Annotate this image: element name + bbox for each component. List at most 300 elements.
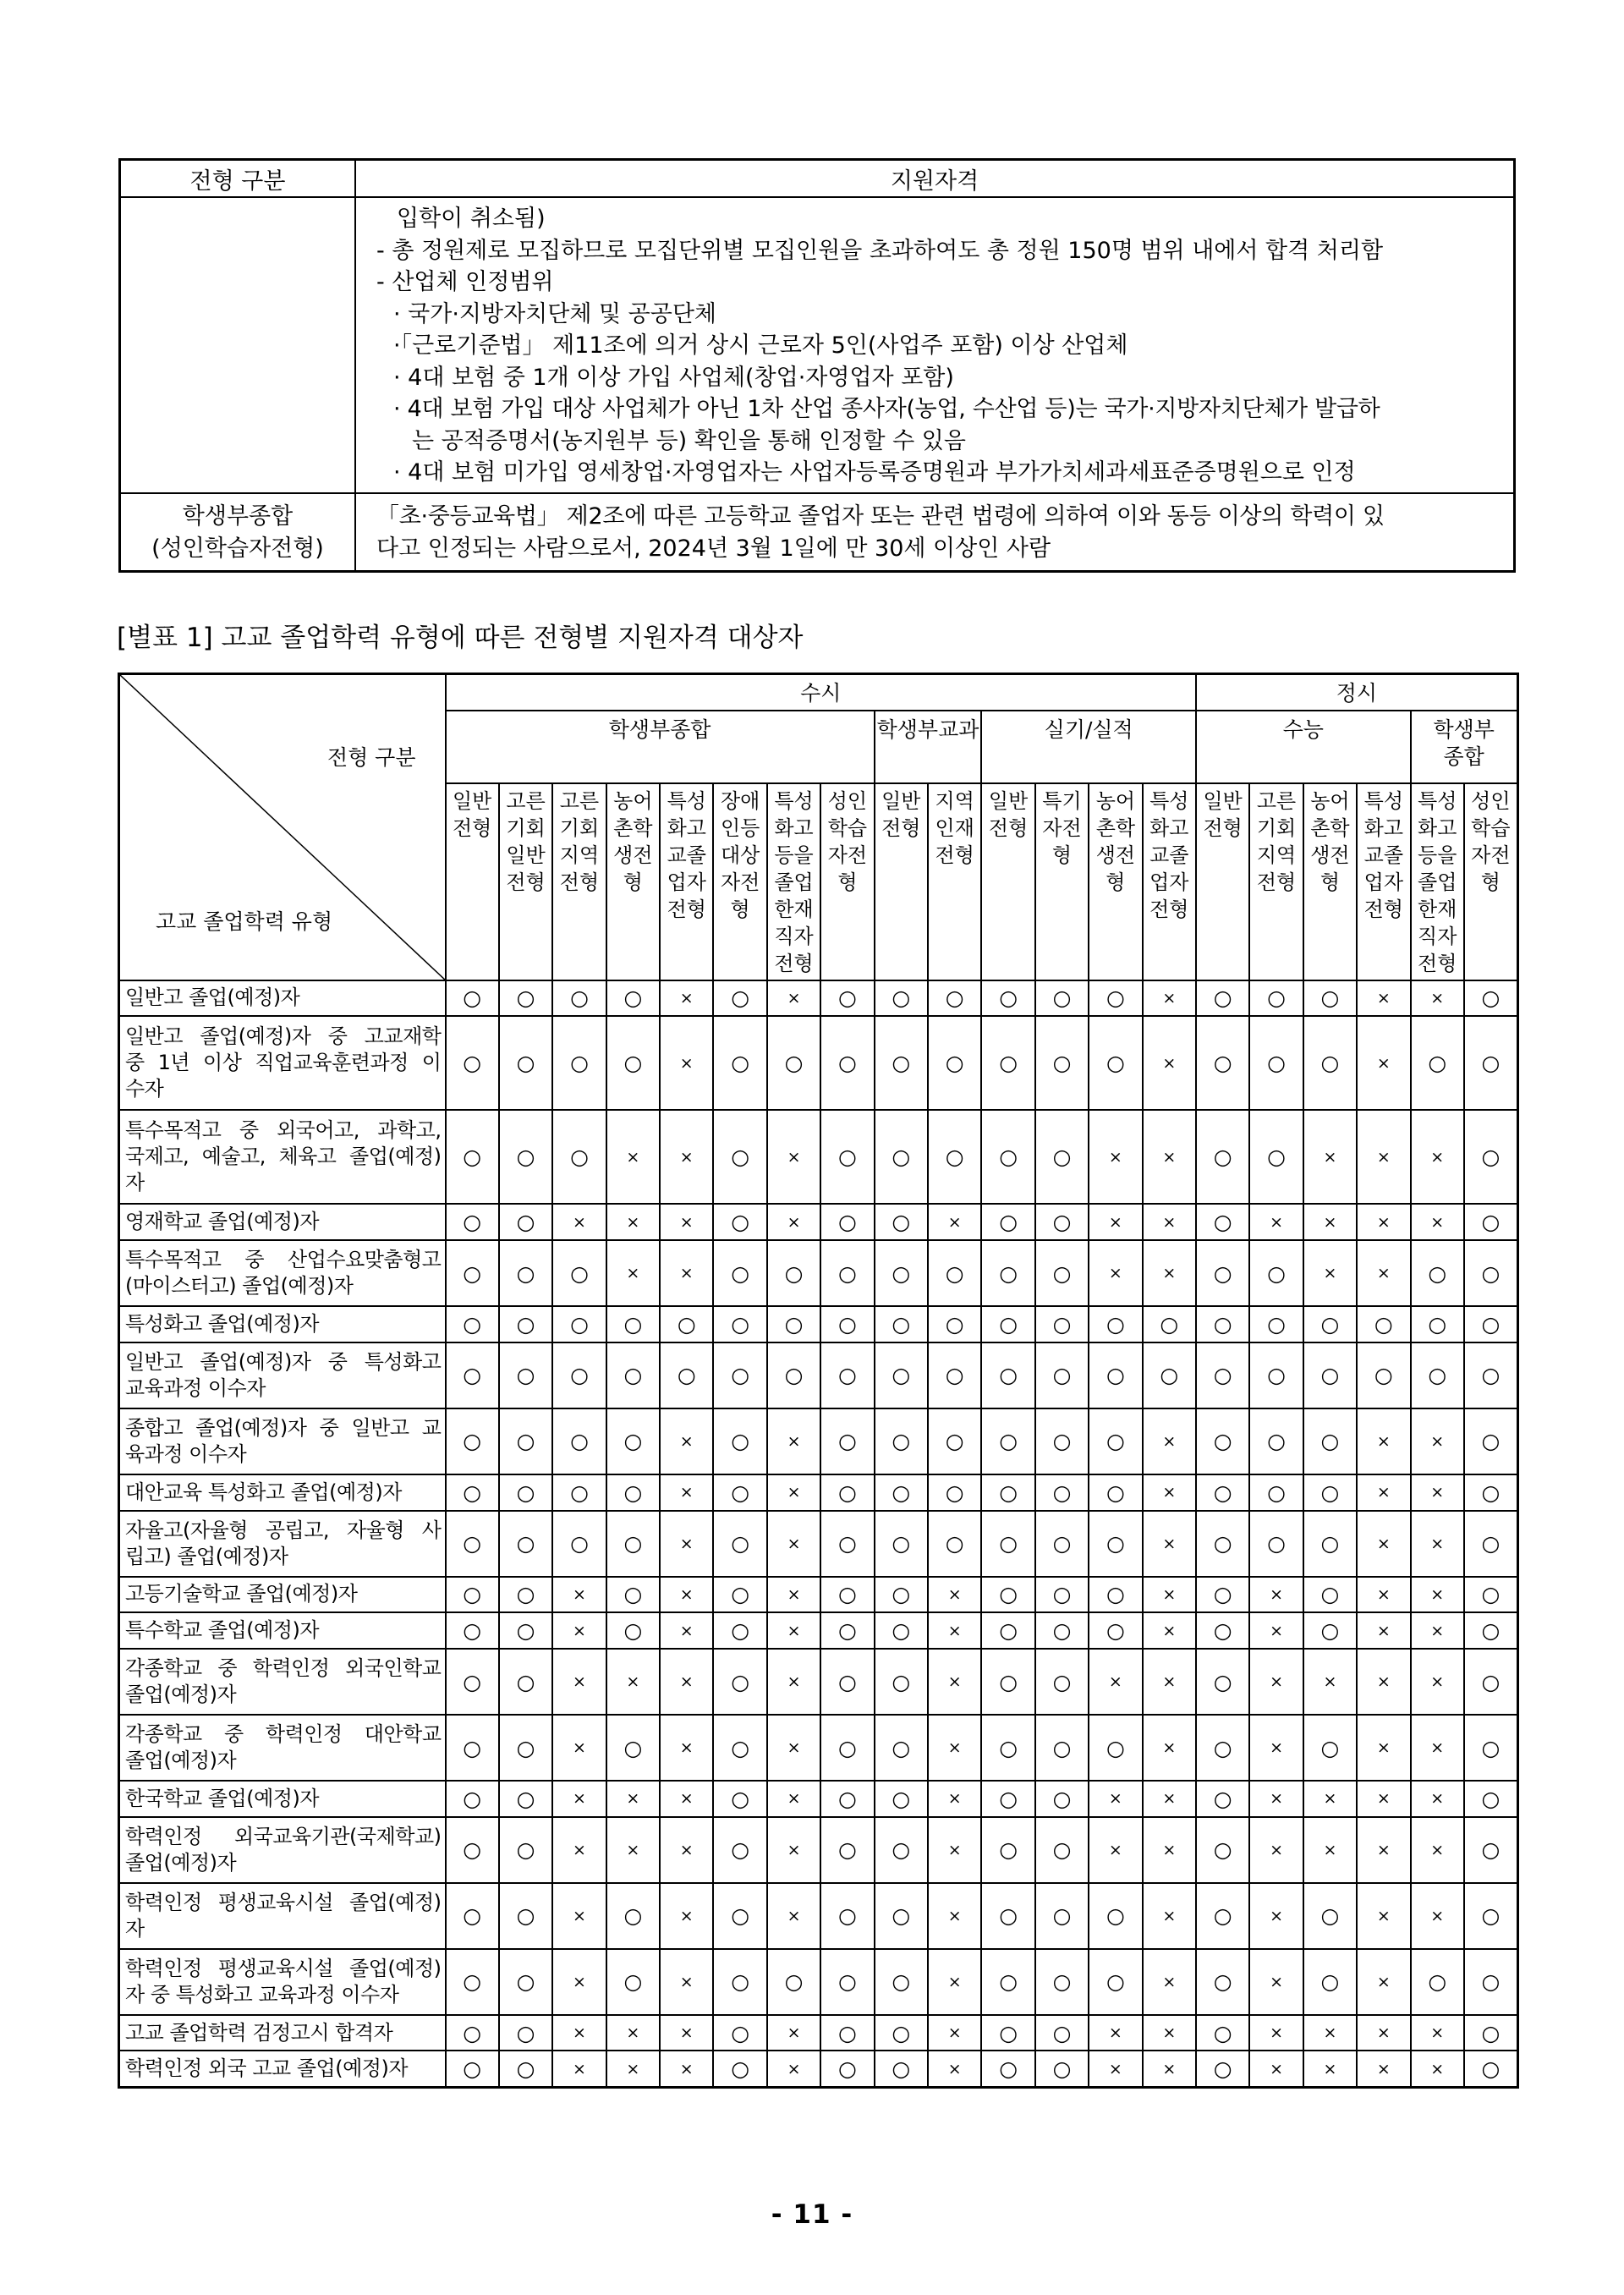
eligible-mark: ○ [1035, 1883, 1089, 1949]
row-label-line: 학력인정 외국교육기관(국제학교) [125, 1824, 442, 1848]
ineligible-mark: × [767, 980, 820, 1017]
column-header [660, 783, 713, 980]
ineligible-mark: × [606, 1817, 660, 1883]
eligible-mark: ○ [875, 1204, 928, 1240]
column-header-part: 형 [730, 897, 750, 921]
eligible-mark: ○ [767, 1240, 820, 1306]
eligible-mark: ○ [499, 980, 552, 1017]
eligible-mark: ○ [1464, 1649, 1517, 1715]
ineligible-mark: × [1143, 1204, 1196, 1240]
ineligible-mark: × [1249, 1612, 1303, 1649]
eligible-mark: ○ [1303, 980, 1357, 1017]
eligible-mark: ○ [1464, 980, 1517, 1017]
column-header [552, 783, 606, 980]
eligible-mark: ○ [875, 1612, 928, 1649]
eligible-mark: ○ [981, 1649, 1034, 1715]
eligible-mark: ○ [1464, 1715, 1517, 1781]
eligible-mark: ○ [1035, 1649, 1089, 1715]
eligible-mark: ○ [606, 1408, 660, 1474]
ineligible-mark: × [1143, 1883, 1196, 1949]
eligible-mark: ○ [928, 1016, 981, 1110]
ineligible-mark: × [660, 2051, 713, 2087]
eligible-mark: ○ [446, 1577, 499, 1613]
eligible-mark: ○ [1196, 1511, 1249, 1577]
ineligible-mark: × [1089, 2015, 1142, 2051]
eligible-mark: ○ [981, 1781, 1034, 1817]
eligible-mark: ○ [1303, 1016, 1357, 1110]
eligible-mark: ○ [875, 2051, 928, 2087]
column-header-part: 기회 [506, 815, 546, 840]
eligible-mark: ○ [820, 2051, 874, 2087]
column-header-part: 자전 [827, 843, 868, 867]
eligible-mark: ○ [1303, 1511, 1357, 1577]
row-label [119, 1781, 446, 1817]
eligible-mark: ○ [820, 1240, 874, 1306]
row-label-line: 일반고 졸업(예정)자 중 고교재학 [125, 1024, 442, 1049]
column-header-part: 생전 [1310, 843, 1350, 867]
eligible-mark: ○ [1089, 1715, 1142, 1781]
row-label-line: 졸업(예정)자 [125, 1683, 237, 1707]
ineligible-mark: × [1411, 1110, 1464, 1204]
column-header-part: 직자 [1418, 924, 1457, 948]
row-label-line: (마이스터고) 졸업(예정)자 [125, 1274, 354, 1298]
column-header-part: 지역 [935, 788, 974, 813]
eligible-mark: ○ [713, 1715, 766, 1781]
column-header-part: 성인 [827, 788, 868, 813]
ineligible-mark: × [1411, 1781, 1464, 1817]
row-label-line: 립고) 졸업(예정)자 [125, 1544, 288, 1568]
eligible-mark: ○ [499, 1612, 552, 1649]
row-label-line: 각종학교 중 학력인정 외국인학교 [125, 1656, 442, 1681]
ineligible-mark: × [767, 1408, 820, 1474]
eligible-mark: ○ [1196, 980, 1249, 1017]
ineligible-mark: × [1249, 2015, 1303, 2051]
column-header-part: 전형 [935, 843, 974, 867]
eligible-mark: ○ [820, 980, 874, 1017]
row-label [119, 1817, 446, 1883]
table-row [119, 2015, 1518, 2051]
eligible-mark: ○ [446, 1342, 499, 1408]
eligible-mark: ○ [1464, 1577, 1517, 1613]
eligible-mark: ○ [713, 1306, 766, 1342]
column-header-part: 특성 [774, 788, 814, 813]
ineligible-mark: × [1357, 1408, 1410, 1474]
column-header-part: 업자 [1363, 870, 1404, 894]
column-header-part: 대상 [720, 843, 760, 867]
eligible-mark: ○ [499, 1016, 552, 1110]
column-header-part: 전형 [453, 815, 492, 840]
column-header-part: 자전 [1042, 815, 1082, 840]
row-label-line: 수자 [125, 1077, 164, 1101]
ineligible-mark: × [660, 980, 713, 1017]
ineligible-mark: × [1249, 1949, 1303, 2015]
row-label [119, 2015, 446, 2051]
ineligible-mark: × [1411, 1511, 1464, 1577]
text-line: · 4대 보험 가입 대상 사업체가 아닌 1차 산업 종사자(농업, 수산업 등)는 국가·지방자치단체가 발급하 [393, 396, 1380, 422]
eligible-mark: ○ [767, 1016, 820, 1110]
eligible-mark: ○ [713, 1883, 766, 1949]
column-header-part: 졸업 [1418, 870, 1457, 894]
eligible-mark: ○ [1196, 1649, 1249, 1715]
eligible-mark: ○ [1035, 1240, 1089, 1306]
ineligible-mark: × [1143, 1408, 1196, 1474]
ineligible-mark: × [1089, 1649, 1142, 1715]
ineligible-mark: × [767, 1577, 820, 1613]
eligible-mark: ○ [1196, 1474, 1249, 1511]
column-header-part: 교졸 [1363, 843, 1404, 867]
eligible-mark: ○ [446, 1817, 499, 1883]
eligible-mark: ○ [606, 1474, 660, 1511]
ineligible-mark: × [1303, 1110, 1357, 1204]
row-label [119, 1408, 446, 1474]
eligible-mark: ○ [1249, 1408, 1303, 1474]
eligible-mark: ○ [1464, 1306, 1517, 1342]
row-label [119, 1649, 446, 1715]
column-header-part: 전형 [667, 897, 706, 921]
eligible-mark: ○ [713, 1577, 766, 1613]
eligible-mark: ○ [981, 1817, 1034, 1883]
ineligible-mark: × [1249, 2051, 1303, 2087]
eligible-mark: ○ [1196, 1110, 1249, 1204]
row-label [119, 1306, 446, 1342]
column-header-part: 한재 [1418, 897, 1457, 921]
eligible-mark: ○ [1303, 1474, 1357, 1511]
row-label-line: 자 중 특성화고 교육과정 이수자 [125, 1982, 399, 2007]
column-header [446, 783, 499, 980]
eligible-mark: ○ [1196, 1715, 1249, 1781]
ineligible-mark: × [1143, 1110, 1196, 1204]
column-header-part: 형 [1320, 870, 1341, 894]
eligible-mark: ○ [981, 1240, 1034, 1306]
eligible-mark: ○ [446, 1408, 499, 1474]
ineligible-mark: × [767, 1612, 820, 1649]
eligible-mark: ○ [1411, 1240, 1464, 1306]
column-header-part: 화고 [667, 815, 706, 840]
table-row [119, 1408, 1518, 1474]
eligible-mark: ○ [1303, 1883, 1357, 1949]
eligible-mark: ○ [1089, 1474, 1142, 1511]
column-header-part: 업자 [667, 870, 706, 894]
ineligible-mark: × [767, 1715, 820, 1781]
ineligible-mark: × [1303, 1817, 1357, 1883]
table-row [119, 1715, 1518, 1781]
eligible-mark: ○ [928, 980, 981, 1017]
ineligible-mark: × [928, 1817, 981, 1883]
column-header-part: 학습 [827, 815, 868, 840]
eligible-mark: ○ [875, 1577, 928, 1613]
eligible-mark: ○ [499, 1883, 552, 1949]
column-header-part: 등을 [1418, 843, 1457, 867]
eligible-mark: ○ [499, 1408, 552, 1474]
column-header [1143, 783, 1196, 980]
table-row [119, 1474, 1518, 1511]
eligible-mark: ○ [552, 1110, 606, 1204]
ineligible-mark: × [606, 1649, 660, 1715]
eligible-mark: ○ [552, 1342, 606, 1408]
eligible-mark: ○ [1196, 1204, 1249, 1240]
text-line: 입학이 취소됨) [397, 206, 546, 232]
eligible-mark: ○ [606, 1883, 660, 1949]
row-label-line: 특수학교 졸업(예정)자 [125, 1618, 320, 1643]
ineligible-mark: × [928, 1949, 981, 2015]
ineligible-mark: × [660, 1408, 713, 1474]
eligible-mark: ○ [606, 1949, 660, 2015]
row-label [119, 1240, 446, 1306]
eligible-mark: ○ [1303, 1342, 1357, 1408]
ineligible-mark: × [1357, 1949, 1410, 2015]
subgroup-header: 실기/실적 [981, 711, 1196, 783]
ineligible-mark: × [1357, 980, 1410, 1017]
eligible-mark: ○ [1196, 1883, 1249, 1949]
eligible-mark: ○ [1249, 980, 1303, 1017]
eligible-mark: ○ [875, 1408, 928, 1474]
eligible-mark: ○ [981, 1110, 1034, 1204]
column-header-part: 자전 [1471, 843, 1511, 867]
eligible-mark: ○ [446, 1511, 499, 1577]
ineligible-mark: × [1303, 2015, 1357, 2051]
eligible-mark: ○ [1464, 1016, 1517, 1110]
ineligible-mark: × [1411, 1612, 1464, 1649]
eligible-mark: ○ [1089, 1511, 1142, 1577]
ineligible-mark: × [1303, 1240, 1357, 1306]
ineligible-mark: × [1143, 1715, 1196, 1781]
table-row [119, 1612, 1518, 1649]
eligible-mark: ○ [1249, 1474, 1303, 1511]
eligible-mark: ○ [1035, 1817, 1089, 1883]
ineligible-mark: × [1357, 1649, 1410, 1715]
eligible-mark: ○ [1196, 2051, 1249, 2087]
eligible-mark: ○ [981, 1474, 1034, 1511]
table-row [119, 1204, 1518, 1240]
column-header-part: 일반 [881, 788, 921, 813]
row-label [119, 1949, 446, 2015]
eligible-mark: ○ [1249, 1110, 1303, 1204]
eligibility-table [118, 158, 1516, 573]
adult-learner-eligibility [355, 493, 1515, 572]
eligible-mark: ○ [1411, 1342, 1464, 1408]
ineligible-mark: × [1357, 1612, 1410, 1649]
row-label-line: 교육과정 이수자 [125, 1375, 266, 1400]
eligible-mark: ○ [606, 1342, 660, 1408]
ineligible-mark: × [1303, 1204, 1357, 1240]
row-label-line: 특수목적고 중 외국어고, 과학고, [125, 1118, 442, 1143]
eligible-mark: ○ [1464, 1110, 1517, 1204]
ineligible-mark: × [1411, 1715, 1464, 1781]
ineligible-mark: × [1303, 1649, 1357, 1715]
column-header-part: 전형 [506, 870, 546, 894]
column-header [1196, 783, 1249, 980]
ineligible-mark: × [928, 1649, 981, 1715]
column-header [1035, 783, 1089, 980]
eligible-mark: ○ [552, 980, 606, 1017]
column-header-part: 특성 [667, 788, 706, 813]
eligible-mark: ○ [820, 1949, 874, 2015]
eligible-mark: ○ [446, 980, 499, 1017]
column-header-part: 전형 [774, 951, 814, 975]
row-label-line: 자 [125, 1171, 145, 1195]
ineligible-mark: × [1357, 1883, 1410, 1949]
column-header-part: 형 [623, 870, 643, 894]
eligible-mark: ○ [1464, 1949, 1517, 2015]
ineligible-mark: × [767, 1649, 820, 1715]
continuation-cell [355, 197, 1515, 493]
eligible-mark: ○ [1089, 1306, 1142, 1342]
column-header [1089, 783, 1142, 980]
eligible-mark: ○ [820, 1204, 874, 1240]
eligible-mark: ○ [1035, 1474, 1089, 1511]
ineligible-mark: × [552, 2015, 606, 2051]
header-admission-type: 전형 구분 [120, 160, 356, 198]
ineligible-mark: × [606, 2015, 660, 2051]
eligible-mark: ○ [1035, 1342, 1089, 1408]
eligible-mark: ○ [1464, 1240, 1517, 1306]
eligible-mark: ○ [1035, 1110, 1089, 1204]
table-row [119, 2051, 1518, 2087]
eligible-mark: ○ [499, 1649, 552, 1715]
column-header [820, 783, 874, 980]
continuation-label-cell [120, 197, 356, 493]
eligible-mark: ○ [1196, 1612, 1249, 1649]
eligible-mark: ○ [713, 1408, 766, 1474]
row-label [119, 1474, 446, 1511]
column-header-part: 생전 [1095, 843, 1136, 867]
ineligible-mark: × [1143, 1511, 1196, 1577]
eligible-mark: ○ [981, 1306, 1034, 1342]
eligible-mark: ○ [981, 1577, 1034, 1613]
eligible-mark: ○ [928, 1306, 981, 1342]
ineligible-mark: × [1411, 1883, 1464, 1949]
column-header-part: 형 [1051, 843, 1073, 867]
row-label-line: 일반고 졸업(예정)자 [125, 986, 300, 1010]
ineligible-mark: × [1411, 2051, 1464, 2087]
column-header-part: 학습 [1471, 815, 1511, 840]
ineligible-mark: × [767, 2015, 820, 2051]
ineligible-mark: × [552, 1715, 606, 1781]
ineligible-mark: × [1089, 2051, 1142, 2087]
ineligible-mark: × [606, 2051, 660, 2087]
column-header [767, 783, 820, 980]
ineligible-mark: × [552, 2051, 606, 2087]
column-header-part: 촌학 [1095, 815, 1136, 840]
column-header-part: 고른 [559, 788, 600, 813]
eligible-mark: ○ [875, 1511, 928, 1577]
ineligible-mark: × [1089, 1240, 1142, 1306]
table-row [119, 1240, 1518, 1306]
eligible-mark: ○ [1411, 1016, 1464, 1110]
text-line: · 4대 보험 중 1개 이상 가입 사업체(창업·자영업자 포함) [393, 364, 954, 391]
eligible-mark: ○ [1196, 2015, 1249, 2051]
eligible-mark: ○ [713, 1016, 766, 1110]
eligible-mark: ○ [1249, 1016, 1303, 1110]
eligible-mark: ○ [767, 1306, 820, 1342]
column-header-part: 특성 [1363, 788, 1404, 813]
row-label [119, 1612, 446, 1649]
column-header-part: 형 [1480, 870, 1501, 894]
eligible-mark: ○ [1464, 2051, 1517, 2087]
ineligible-mark: × [1143, 1949, 1196, 2015]
ineligible-mark: × [928, 1612, 981, 1649]
eligible-mark: ○ [713, 2051, 766, 2087]
eligible-mark: ○ [499, 1781, 552, 1817]
eligible-mark: ○ [928, 1110, 981, 1204]
eligible-mark: ○ [1464, 1781, 1517, 1817]
column-header-part: 장애 [720, 788, 760, 813]
ineligible-mark: × [1411, 1474, 1464, 1511]
row-label-line: 중 1년 이상 직업교육훈련과정 이 [125, 1051, 442, 1075]
ineligible-mark: × [928, 1715, 981, 1781]
eligible-mark: ○ [1089, 1016, 1142, 1110]
eligible-mark: ○ [1357, 1306, 1410, 1342]
eligible-mark: ○ [499, 1342, 552, 1408]
eligible-mark: ○ [1303, 1612, 1357, 1649]
eligible-mark: ○ [1089, 1612, 1142, 1649]
eligible-mark: ○ [1035, 1577, 1089, 1613]
ineligible-mark: × [660, 1781, 713, 1817]
column-header-part: 농어 [613, 788, 653, 813]
eligible-mark: ○ [446, 1306, 499, 1342]
column-header [606, 783, 660, 980]
text-line: 다고 인정되는 사람으로서, 2024년 3월 1일에 만 30세 이상인 사람 [376, 535, 1051, 562]
table-row [119, 1817, 1518, 1883]
row-label-line: 일반고 졸업(예정)자 중 특성화고 [125, 1349, 442, 1374]
eligible-mark: ○ [820, 1511, 874, 1577]
eligible-mark: ○ [928, 1474, 981, 1511]
eligible-mark: ○ [499, 1511, 552, 1577]
row-label [119, 1715, 446, 1781]
ineligible-mark: × [660, 1883, 713, 1949]
eligible-mark: ○ [499, 1240, 552, 1306]
eligible-mark: ○ [552, 1016, 606, 1110]
eligible-mark: ○ [1357, 1342, 1410, 1408]
eligible-mark: ○ [1196, 1949, 1249, 2015]
row-label-line: 고교 졸업학력 검정고시 합격자 [125, 2020, 393, 2045]
eligible-mark: ○ [875, 1342, 928, 1408]
ineligible-mark: × [928, 2051, 981, 2087]
eligible-mark: ○ [446, 1781, 499, 1817]
eligible-mark: ○ [552, 1408, 606, 1474]
eligible-mark: ○ [1249, 1306, 1303, 1342]
row-label-line: 학력인정 외국 고교 졸업(예정)자 [125, 2056, 409, 2081]
ineligible-mark: × [767, 1883, 820, 1949]
eligible-mark: ○ [820, 1612, 874, 1649]
eligible-mark: ○ [1035, 1204, 1089, 1240]
eligible-mark: ○ [1143, 1342, 1196, 1408]
eligible-mark: ○ [875, 1883, 928, 1949]
column-header [1411, 783, 1464, 980]
eligible-mark: ○ [875, 1110, 928, 1204]
ineligible-mark: × [1089, 1110, 1142, 1204]
row-label [119, 1883, 446, 1949]
eligible-mark: ○ [1464, 1883, 1517, 1949]
ineligible-mark: × [552, 1949, 606, 2015]
eligible-mark: ○ [713, 1474, 766, 1511]
eligible-mark: ○ [875, 1949, 928, 2015]
table-row [119, 1016, 1518, 1110]
ineligible-mark: × [606, 1781, 660, 1817]
page-number: - 11 - [771, 2199, 853, 2230]
corner-bottom-label: 고교 졸업학력 유형 [156, 909, 333, 934]
eligible-mark: ○ [606, 1306, 660, 1342]
ineligible-mark: × [660, 1577, 713, 1613]
corner-header [119, 674, 446, 980]
row-label [119, 1342, 446, 1408]
eligible-mark: ○ [1196, 1306, 1249, 1342]
eligible-mark: ○ [820, 1408, 874, 1474]
eligible-mark: ○ [606, 1612, 660, 1649]
eligible-mark: ○ [820, 1577, 874, 1613]
row-label-line: 졸업(예정)자 [125, 1749, 237, 1773]
eligible-mark: ○ [1089, 980, 1142, 1017]
